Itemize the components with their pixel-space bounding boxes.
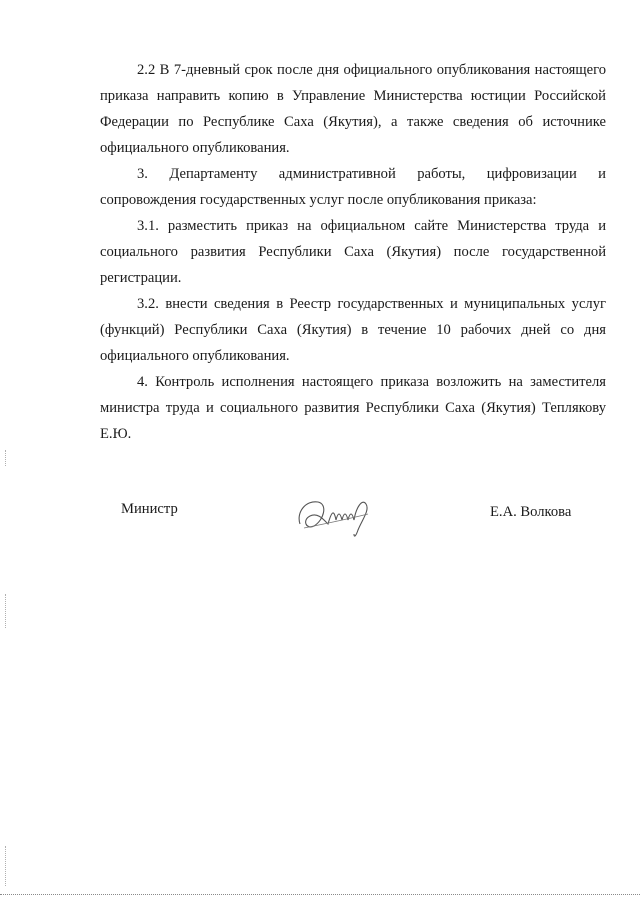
paragraph-2-2: 2.2 В 7-дневный срок после дня официального опубликования настоящего приказа направить копию в Управление Министерства юстиции Российской Федерации по Республике Саха (Якутия), а также сведения об источнике официального опубликования.	[100, 62, 606, 156]
signer-position-title: Министр	[121, 501, 178, 517]
paragraph-3-1: 3.1. разместить приказ на официальном сайте Министерства труда и социального развития Республики Саха (Якутия) после государственной регистрации.	[100, 218, 606, 286]
paragraph-3-2: 3.2. внести сведения в Реестр государственных и муниципальных услуг (функций) Республики Саха (Якутия) в течение 10 рабочих дней со дня официального опубликования.	[100, 296, 606, 364]
scan-margin-artifact	[5, 846, 8, 886]
paragraph-4: 4. Контроль исполнения настоящего приказа возложить на заместителя министра труда и социального развития Республики Саха (Якутия) Теплякову Е.Ю.	[100, 374, 606, 442]
page-bottom-edge	[0, 894, 640, 895]
signer-name: Е.А. Волкова	[490, 504, 572, 520]
scan-margin-artifact	[5, 450, 8, 466]
handwritten-signature	[294, 490, 376, 540]
signature-block	[0, 490, 640, 550]
paragraph-3: 3. Департаменту административной работы, цифровизации и сопровождения государственных услуг после опубликования приказа:	[100, 166, 606, 208]
scan-margin-artifact	[5, 594, 8, 628]
